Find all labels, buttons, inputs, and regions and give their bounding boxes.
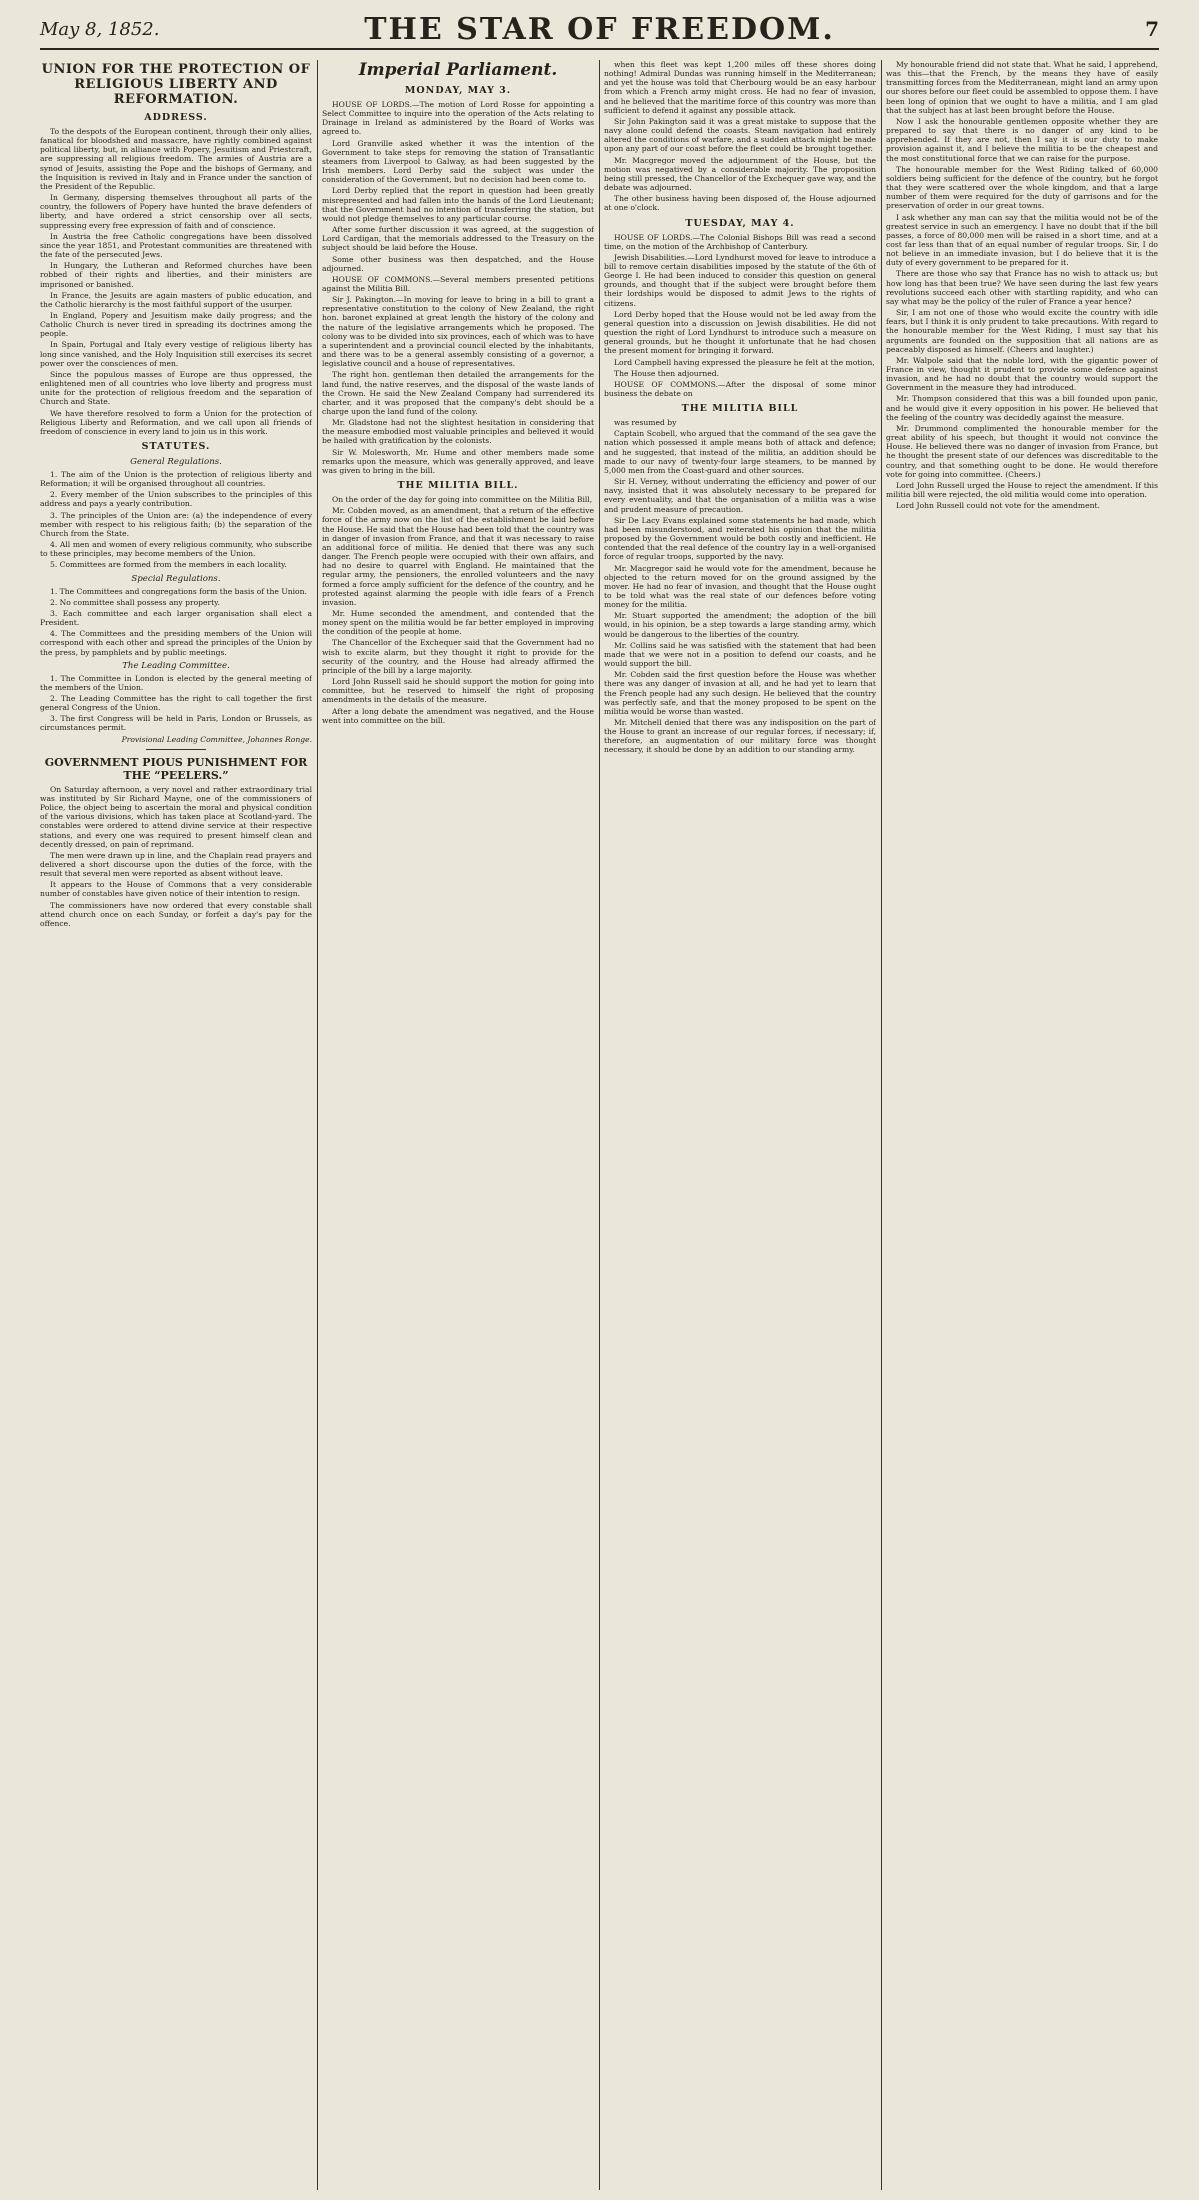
- section-heading: THE MILITIA BILL: [681, 403, 799, 415]
- section-heading: STATUTES.: [141, 441, 211, 452]
- paragraph: Now I ask the honourable gentlemen opposite whether they are prepared to say that there is no danger of any kind to be apprehended. If they are not, then I say it is our duty to make provision against it, and I believe the militia to be the cheapest and the most constitutional force that we can raise for the purpose.: [886, 116, 1158, 163]
- paragraph: Some other business was then despatched, and the House adjourned.: [322, 254, 594, 273]
- newspaper-title: THE STAR OF FREEDOM.: [364, 11, 835, 47]
- paragraph: Mr. Macgregor said he would vote for the amendment, because he objected to the return moved for on the ground assigned by the mover. He had no fear of invasion, and thought that the House ought to be told what was the real state of our defences before voting money for the militia.: [604, 563, 876, 610]
- paragraph: Sir De Lacy Evans explained some statements he had made, which had been misunderstood, and reiterated his opinion that the militia proposed by the Government would be both costly and inefficient. He contended that the real defence of the country lay in a well-organised force of regular troops, supported by the navy.: [604, 515, 876, 562]
- article-heading: UNION FOR THE PROTECTION OF RELIGIOUS LIBERTY AND REFORMATION.: [41, 62, 311, 107]
- paragraph: The right hon. gentleman then detailed the arrangements for the land fund, the native reserves, and the disposal of the waste lands of the Crown. He said the New Zealand Company had surrendered its charter, and it was proposed that the company's debt should be a charge upon the land fund of the colony.: [322, 370, 594, 416]
- paragraph: 1. The aim of the Union is the protection of religious liberty and Reformation; it will be organised throughout all countries.: [40, 470, 312, 489]
- paragraph: 4. The Committees and the presiding members of the Union will correspond with each other and spread the principles of the Union by the press, by pamphlets and by public meetings.: [40, 629, 312, 657]
- paragraph: 5. Committees are formed from the members in each locality.: [50, 560, 287, 570]
- paragraph: Sir John Pakington said it was a great mistake to suppose that the navy alone could defend the coasts. Steam navigation had entirely altered the conditions of warfare, and a sudden attack might be made upon any part of our coast before the fleet could be brought together.: [604, 116, 876, 154]
- paragraph: The men were drawn up in line, and the Chaplain read prayers and delivered a short discourse upon the duties of the force, with the result that several men were reported as absent without leave.: [40, 850, 312, 879]
- paragraph: Captain Scobell, who argued that the command of the sea gave the nation which possessed it ample means both of attack and defence; and he suggested, that instead of the militia, an addition should be made to our navy of twenty-four large steamers, to be manned by 5,000 men from the Coast-guard and other sources.: [604, 429, 876, 475]
- column-4: [886, 60, 1158, 2190]
- paragraph: Mr. Mitchell denied that there was any indisposition on the part of the House to grant an increase of our regular forces, if necessary; if, therefore, an augmentation of our military force was thought necessary, it should be done by an addition to our standing army.: [604, 718, 876, 755]
- page-number: 7: [1145, 17, 1159, 41]
- paragraph: On Saturday afternoon, a very novel and rather extraordinary trial was instituted by Sir Richard Mayne, one of the commissioners of Police, the object being to ascertain the moral and physical condition of the various divisions, which has taken place at Scotland-yard. The constables were ordered to attend divine service at their respective stations, and every one was required to present himself clean and decently dressed, on pain of reprimand.: [40, 784, 312, 849]
- paragraph: Lord John Russell urged the House to reject the amendment. If this militia bill were rejected, the old militia would come into operation.: [886, 480, 1158, 500]
- paragraph: After a long debate the amendment was negatived, and the House went into committee on the bill.: [322, 706, 594, 725]
- paragraph: HOUSE OF COMMONS.—Several members presented petitions against the Militia Bill.: [322, 274, 594, 293]
- paragraph: The Chancellor of the Exchequer said that the Government had no wish to excite alarm, but they thought it right to provide for the security of the country, and the House had already affirmed the principle of the bill by a large majority.: [322, 638, 594, 675]
- paragraph: After some further discussion it was agreed, at the suggestion of Lord Cardigan, that the memorials addressed to the Treasury on the subject should be laid before the House.: [322, 225, 594, 253]
- paragraph: I ask whether any man can say that the militia would not be of the greatest service in such an emergency. I have no doubt that if the bill passes, a force of 80,000 men will be raised in a short time, and at a cost far less than that of an equal number of regular troops. Sir, I do not believe in an immediate invasion, but I do believe that it is the duty of every government to be prepared for it.: [886, 212, 1158, 268]
- paragraph: Sir W. Molesworth, Mr. Hume and other members made some remarks upon the measure, which was generally approved, and leave was given to bring in the bill.: [322, 447, 594, 475]
- paragraph: Mr. Drummond complimented the honourable member for the great ability of his speech, but thought it would not convince the House. He believed there was no danger of invasion from France, but he thought the present state of our defences was discreditable to the country, and that something ought to be done. He would therefore vote for going into committee. (Cheers.): [886, 423, 1158, 479]
- paragraph: Mr. Hume seconded the amendment, and contended that the money spent on the militia would be far better employed in improving the condition of the people at home.: [322, 608, 594, 637]
- paragraph: Lord John Russell could not vote for the amendment.: [896, 501, 1100, 511]
- paragraph: Mr. Gladstone had not the slightest hesitation in considering that the measure embodied most valuable principles and believed it would be hailed with gratification by the colonists.: [322, 418, 594, 446]
- paragraph: Lord Campbell having expressed the pleasure he felt at the motion,: [614, 357, 875, 367]
- issue-date: May 8, 1852.: [40, 18, 160, 40]
- paragraph: 3. Each committee and each larger organisation shall elect a President.: [40, 608, 312, 628]
- paragraph: 2. No committee shall possess any property.: [50, 597, 220, 607]
- paragraph: Mr. Stuart supported the amendment; the adoption of the bill would, in his opinion, be a step towards a large standing army, which would be dangerous to the liberties of the country.: [604, 611, 876, 639]
- subheading: General Regulations.: [130, 457, 222, 467]
- paragraph: 3. The principles of the Union are: (a) the independence of every member with respect to his religious faith; (b) the separation of the Church from the State.: [40, 510, 312, 538]
- paragraph: There are those who say that France has no wish to attack us; but how long has that been true? We have seen during the last few years revolutions succeed each other with startling rapidity, and who can say what may be the policy of the ruler of France a year hence?: [886, 269, 1158, 306]
- paragraph: HOUSE OF COMMONS.—After the disposal of some minor business the debate on: [604, 379, 876, 398]
- subheading: The Leading Committee.: [122, 660, 230, 671]
- column-rule: [881, 60, 882, 2190]
- masthead: [40, 10, 1159, 50]
- paragraph: 1. The Committees and congregations form the basis of the Union.: [50, 586, 307, 596]
- paragraph: Sir J. Pakington.—In moving for leave to bring in a bill to grant a representative constitution to the colony of New Zealand, the right hon. baronet explained at great length the history of the colony and the nature of the legislative arrangements which he proposed. The colony was to be divided into six provinces, each of which was to have a superintendent and a provincial council elected by the inhabitants, and there was to be a general assembly consisting of a governor, a legislative council and a house of representatives.: [322, 295, 594, 369]
- date-heading: TUESDAY, MAY 4.: [685, 217, 795, 229]
- paragraph: was resumed by: [614, 418, 677, 428]
- paragraph: Lord Derby replied that the report in question had been greatly misrepresented and had fallen into the hands of the Lord Lieutenant; that the Government had no intention of transferring the station, but would not pledge themselves to any particular course.: [322, 186, 594, 223]
- paragraph: Mr. Collins said he was satisfied with the statement that had been made that we were not in a position to defend our coasts, and he would support the bill.: [604, 640, 876, 669]
- article-heading: GOVERNMENT PIOUS PUNISHMENT FOR THE “PEELERS.”: [44, 755, 308, 782]
- paragraph: HOUSE OF LORDS.—The Colonial Bishops Bill was read a second time, on the motion of the Archbishop of Canterbury.: [604, 232, 876, 251]
- paragraph: The honourable member for the West Riding talked of 60,000 soldiers being sufficient for the defence of the country, but he forgot that they were scattered over the whole kingdom, and that a large number of them were required for the duty of garrisons and for the preservation of order in our great towns.: [886, 164, 1158, 211]
- columns: [40, 60, 1160, 2190]
- paragraph: Sir, I am not one of those who would excite the country with idle fears, but I think it is only prudent to take precautions. With regard to the honourable member for the West Riding, I must say that his arguments are founded on the supposition that all nations are as peaceably disposed as himself. (Cheers and laughter.): [886, 308, 1158, 354]
- paragraph: Lord Derby hoped that the House would not be led away from the general question into a discussion on Jewish disabilities. He did not question the right of Lord Lyndhurst to introduce such a measure on general grounds, but he thought it unfortunate that he had chosen the present moment for bringing it forward.: [604, 309, 876, 356]
- paragraph: 4. All men and women of every religious community, who subscribe to these principles, may become members of the Union.: [40, 540, 312, 559]
- paragraph: Mr. Thompson considered that this was a bill founded upon panic, and he would give it every opposition in his power. He believed that the feeling of the country was decidedly against the measure.: [886, 394, 1158, 422]
- paragraph: In Spain, Portugal and Italy every vestige of religious liberty has long since vanished, and the Holy Inquisition still exercises its secret power over the consciences of men.: [40, 340, 312, 368]
- paragraph: On the order of the day for going into committee on the Militia Bill,: [332, 495, 593, 505]
- column-2: [322, 60, 594, 2190]
- section-title: Imperial Parliament.: [358, 60, 558, 80]
- paragraph: when this fleet was kept 1,200 miles off these shores doing nothing! Admiral Dundas was running himself in the Mediterranean; and yet the house was told that Cherbourg would be an easy harbour from which a French army might cross. He had no fear of invasion, and he believed that the maritime force of this country was more than sufficient to defend it against any possible attack.: [604, 60, 876, 115]
- section-heading: THE MILITIA BILL.: [397, 480, 519, 492]
- paragraph: To the despots of the European continent, through their only allies, fanatical for bloodshed and massacre, have rightly combined against political liberty, but, in alliance with Popery, Jesuitism and Priestcraft, are suppressing all religious freedom. The armies of Austria are a synod of Jesuits, assisting the Pope and the bishops of Germany, and the Inquisition is revived in Italy and in France under the sanction of the President of the Republic.: [40, 127, 312, 191]
- paragraph: In Austria the free Catholic congregations have been dissolved since the year 1851, and Protestant communities are threatened with the fate of the persecuted Jews.: [40, 231, 312, 260]
- column-1: [40, 60, 312, 2190]
- paragraph: The House then adjourned.: [614, 368, 719, 378]
- paragraph: Mr. Macgregor moved the adjournment of the House, but the motion was negatived by a considerable majority. The proposition being still pressed, the Chancellor of the Exchequer gave way, and the debate was adjourned.: [604, 155, 876, 193]
- paragraph: The other business having been disposed of, the House adjourned at one o'clock.: [604, 194, 876, 213]
- paragraph: The commissioners have now ordered that every constable shall attend church once on each Sunday, or forfeit a day's pay for the offence.: [40, 900, 312, 928]
- paragraph: Lord John Russell said he should support the motion for going into committee, but he reserved to himself the right of proposing amendments in the details of the measure.: [322, 677, 594, 705]
- paragraph: Mr. Walpole said that the noble lord, with the gigantic power of France in view, thought it prudent to provide some defence against invasion, and he had no doubt that the country would support the Government in the measure they had introduced.: [886, 355, 1158, 393]
- paragraph: 1. The Committee in London is elected by the general meeting of the members of the Union.: [40, 673, 312, 692]
- column-rule: [599, 60, 600, 2190]
- date-heading: MONDAY, MAY 3.: [404, 85, 512, 96]
- paragraph: Mr. Cobden moved, as an amendment, that a return of the effective force of the army now on the list of the establishment be laid before the House. He said that the House had been told that the country was in danger of invasion from France, and that it was necessary to raise an additional force of militia. He denied that there was any such danger. The French people were occupied with their own affairs, and had no desire to quarrel with England. He maintained that the regular army, the pensioners, the enrolled volunteers and the navy formed a force amply sufficient for the defence of the country, and he protested against alarming the people with idle fears of a French invasion.: [322, 506, 594, 607]
- paragraph: In Hungary, the Lutheran and Reformed churches have been robbed of their rights and liberties, and their ministers are imprisoned or banished.: [40, 261, 312, 289]
- signature: Provisional Leading Committee, Johannes Ronge.: [121, 734, 312, 744]
- paragraph: In Germany, dispersing themselves throughout all parts of the country, the followers of Popery have hunted the brave defenders of liberty, and have ordered a strict censorship over all sects, suppressing every free expression of faith and of conscience.: [40, 193, 312, 230]
- paragraph: Jewish Disabilities.—Lord Lyndhurst moved for leave to introduce a bill to remove certain disabilities imposed by the statute of the 6th of George I. He had been induced to consider this question on general grounds, and thought that if the subject were brought before them their lordships would be disposed to admit Jews to the rights of citizens.: [604, 252, 876, 308]
- column-rule: [317, 60, 318, 2190]
- paragraph: My honourable friend did not state that. What he said, I apprehend, was this—that the French, by the means they have of easily transmitting forces from the Mediterranean, might land an army upon our shores before our fleet could be assembled to oppose them. I have been long of opinion that we ought to have a militia, and I am glad that the subject has at last been brought before the House.: [886, 60, 1158, 115]
- column-3: [604, 60, 876, 2190]
- paragraph: In France, the Jesuits are again masters of public education, and the Catholic hierarchy is the most faithful support of the usurper.: [40, 290, 312, 309]
- paragraph: 3. The first Congress will be held in Paris, London or Brussels, as circumstances permit.: [40, 714, 312, 733]
- paragraph: Since the populous masses of Europe are thus oppressed, the enlightened men of all countries who love liberty and progress must unite for the protection of religious freedom and the separation of Church and State.: [40, 369, 312, 407]
- divider: [146, 749, 206, 750]
- paragraph: 2. The Leading Committee has the right to call together the first general Congress of the Union.: [40, 693, 312, 713]
- paragraph: Sir H. Verney, without underrating the efficiency and power of our navy, insisted that it was absolutely necessary to be prepared for every eventuality, and that the organisation of a militia was a wise and prudent measure of precaution.: [604, 477, 876, 514]
- paragraph: We have therefore resolved to form a Union for the protection of Religious Liberty and Reformation, and we call upon all friends of freedom of conscience in every land to join us in this work.: [40, 408, 312, 436]
- paragraph: 2. Every member of the Union subscribes to the principles of this address and pays a yearly contribution.: [40, 490, 312, 509]
- paragraph: It appears to the House of Commons that a very considerable number of constables have given notice of their intention to resign.: [40, 880, 312, 899]
- subheading: Special Regulations.: [131, 573, 221, 584]
- paragraph: In England, Popery and Jesuitism make daily progress; and the Catholic Church is never tired in spreading its doctrines among the people.: [40, 310, 312, 339]
- paragraph: HOUSE OF LORDS.—The motion of Lord Rosse for appointing a Select Committee to inquire into the operation of the Acts relating to Drainage in Ireland as administered by the Board of Works was agreed to.: [322, 100, 594, 137]
- paragraph: Mr. Cobden said the first question before the House was whether there was any danger of invasion at all, and he had yet to learn that the French people had any such design. He believed that the country was perfectly safe, and that the money proposed to be spent on the militia would be worse than wasted.: [604, 670, 876, 716]
- section-heading: ADDRESS.: [144, 112, 208, 123]
- paragraph: Lord Granville asked whether it was the intention of the Government to take steps for removing the station of Transatlantic steamers from Liverpool to Galway, as had been suggested by the Irish members. Lord Derby said the subject was under the consideration of the Government, but no decision had been come to.: [322, 138, 594, 185]
